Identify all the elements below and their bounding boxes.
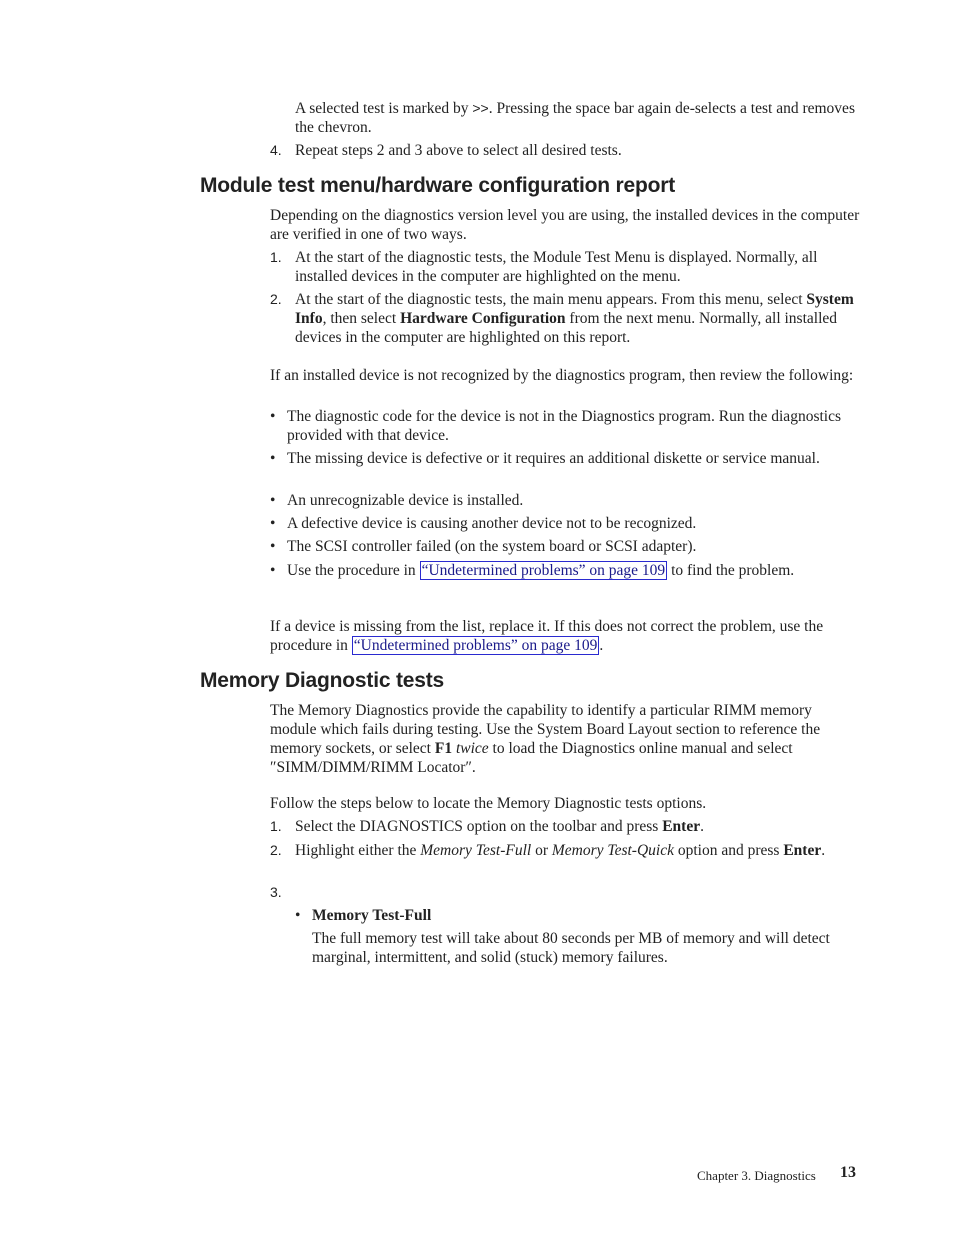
footer-chapter-title: Chapter 3. Diagnostics	[697, 1168, 816, 1183]
bullet-icon: •	[270, 538, 276, 555]
system-info-term: System Info	[295, 291, 854, 327]
f1-key-term: F1	[434, 740, 453, 757]
section-heading-module-test: Module test menu/hardware configuration report	[200, 174, 676, 197]
memory-test-full-term: Memory Test-Full	[420, 842, 532, 859]
twice-term: twice	[455, 740, 489, 757]
undetermined-problems-link[interactable]: “Undetermined problems” on page 109	[353, 637, 598, 654]
selected-note-text: A selected test is marked by	[295, 100, 473, 117]
section-heading-memory-diagnostic: Memory Diagnostic tests	[200, 669, 444, 692]
bullet-item-3: An unrecognizable device is installed.	[287, 492, 524, 509]
enter-key-term: Enter	[783, 842, 822, 859]
memory-intro-paragraph: The Memory Diagnostics provide the capability to identify a particular RIMM memory module which fails during testing. Use the System Board Layout section to reference the memory sockets, or select F1 twice to load the Diagnostics online manual and select ″SIMM/DIMM/RIMM Locator″.	[270, 702, 821, 776]
bullet-icon: •	[295, 907, 301, 924]
module-item-2-text: At the start of the diagnostic tests, the main menu appears. From this menu, select System Info, then select Hardware Configuration from the next menu. Normally, all installed devices in the computer are highlighted on this report.	[295, 291, 854, 346]
follow-steps-paragraph: Follow the steps below to locate the Memory Diagnostic tests options.	[270, 795, 707, 812]
memory-step-3-number: 3.	[270, 884, 282, 900]
bullet-item-1: The diagnostic code for the device is not in the Diagnostics program. Run the diagnostics provided with that device.	[287, 408, 841, 444]
module-item-1-text: At the start of the diagnostic tests, the Module Test Menu is displayed. Normally, all installed devices in the computer are highlighted on the menu.	[295, 249, 818, 285]
bullet-icon: •	[270, 450, 276, 467]
module-item-1-number: 1.	[270, 249, 282, 265]
memory-step-2-number: 2.	[270, 842, 282, 858]
memory-step-2-text: Highlight either the Memory Test-Full or Memory Test-Quick option and press Enter.	[295, 842, 826, 859]
step-4-number: 4.	[270, 142, 282, 158]
memory-test-full-description: The full memory test will take about 80 seconds per MB of memory and will detect marginal, intermittent, and solid (stuck) memory failures.	[312, 930, 830, 966]
bullet-item-4: A defective device is causing another device not to be recognized.	[287, 515, 697, 532]
bullet-icon: •	[270, 492, 276, 509]
bullet-item-2: The missing device is defective or it requires an additional diskette or service manual.	[287, 450, 820, 467]
review-intro-paragraph: If an installed device is not recognized by the diagnostics program, then review the following:	[270, 367, 854, 384]
bullet-icon: •	[270, 408, 276, 425]
bullet-item-6: Use the procedure in “Undetermined problems” on page 109 to find the problem.	[287, 562, 795, 579]
module-intro-paragraph: Depending on the diagnostics version level you are using, the installed devices in the computer are verified in one of two ways.	[270, 207, 860, 243]
bullet-item-5: The SCSI controller failed (on the system board or SCSI adapter).	[287, 538, 697, 555]
step-4-text: Repeat steps 2 and 3 above to select all desired tests.	[295, 142, 622, 159]
page-number: 13	[840, 1164, 856, 1181]
memory-test-quick-term: Memory Test-Quick	[551, 842, 674, 859]
bullet-icon: •	[270, 515, 276, 532]
hardware-configuration-term: Hardware Configuration	[400, 310, 566, 327]
selected-note-text-end: . Pressing the space bar again de-selects a test and removes the chevron.	[295, 100, 855, 136]
selected-test-note	[295, 99, 860, 137]
chevron-marker: >>	[472, 100, 489, 116]
undetermined-problems-link[interactable]: “Undetermined problems” on page 109	[421, 562, 666, 579]
enter-key-term: Enter	[662, 818, 701, 835]
memory-step-1-text: Select the DIAGNOSTICS option on the toolbar and press Enter.	[295, 818, 704, 835]
memory-test-full-subheading: Memory Test-Full	[312, 907, 432, 924]
memory-step-1-number: 1.	[270, 818, 282, 834]
module-item-2-number: 2.	[270, 291, 282, 307]
bullet-icon: •	[270, 562, 276, 579]
missing-device-paragraph: If a device is missing from the list, replace it. If this does not correct the problem, use the procedure in “Undetermined problems” on page 109 .	[270, 618, 824, 654]
